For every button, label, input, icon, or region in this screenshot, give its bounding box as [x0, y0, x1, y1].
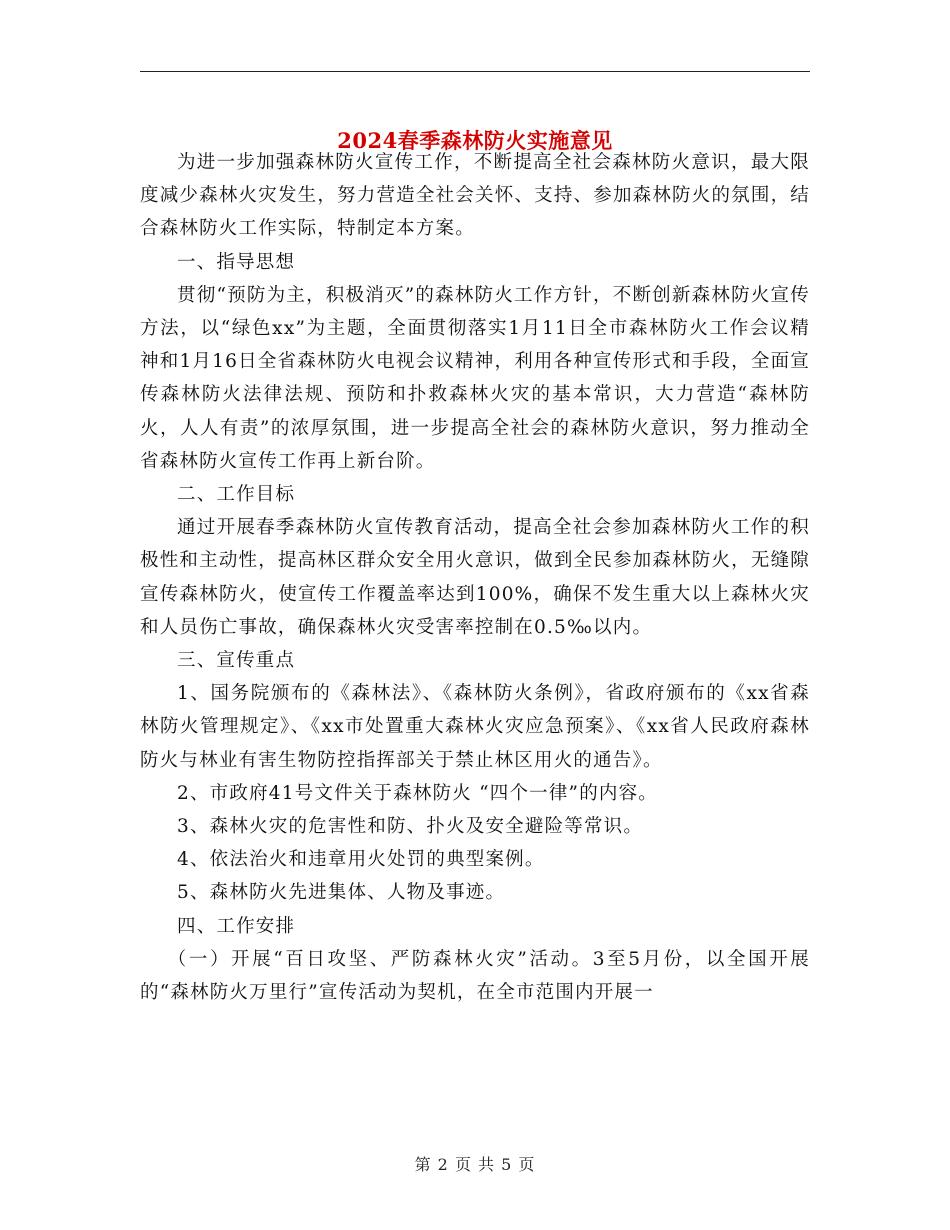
section-heading-work-arrangement: 四、工作安排	[177, 915, 296, 937]
section-heading-publicity-focus: 三、宣传重点	[177, 650, 296, 672]
header-rule	[140, 71, 810, 72]
page-number-footer: 第 2 页 共 5 页	[414, 1155, 536, 1174]
document-title: 2024春季森林防火实施意见	[337, 128, 613, 154]
list-item-focus-2: 2、市政府41号文件关于森林防火 “四个一律”的内容。	[177, 782, 659, 804]
paragraph-intro: 为进一步加强森林防火宣传工作，不断提高全社会森林防火意识，最大限度减少森林火灾发生，努力营造全社会关怀、支持、参加森林防火的氛围，结合森林防火工作实际，特制定本方案。	[140, 152, 810, 240]
list-item-focus-5: 5、森林防火先进集体、人物及事迹。	[177, 882, 506, 904]
section-heading-work-goals: 二、工作目标	[177, 484, 296, 506]
paragraph-guiding-thought: 贯彻“预防为主，积极消灭”的森林防火工作方针，不断创新森林防火宣传方法，以“绿色xx”为主题，全面贯彻落实1月11日全市森林防火工作会议精神和1月16日全省森林防火电视会议精神，利用各种宣传形式和手段，全面宣传森林防火法律法规、预防和扑救森林火灾的基本常识，大力营造“森林防火，人人有责”的浓厚氛围，进一步提高全社会的森林防火意识，努力推动全省森林防火宣传工作再上新台阶。	[140, 284, 810, 472]
list-item-focus-1: 1、国务院颁布的《森林法》、《森林防火条例》，省政府颁布的《xx省森林防火管理规定》、《xx市处置重大森林火灾应急预案》、《xx省人民政府森林防火与林业有害生物防控指挥部关于禁止林区用火的通告》。	[140, 683, 810, 771]
list-item-focus-3: 3、森林火灾的危害性和防、扑火及安全避险等常识。	[177, 816, 644, 838]
document-body	[140, 146, 810, 1009]
paragraph-work-goals: 通过开展春季森林防火宣传教育活动，提高全社会参加森林防火工作的积极性和主动性，提高林区群众安全用火意识，做到全民参加森林防火，无缝隙宣传森林防火，使宣传工作覆盖率达到100%，确保不发生重大以上森林火灾和人员伤亡事故，确保森林火灾受害率控制在0.5‰以内。	[140, 517, 810, 638]
list-item-focus-4: 4、依法治火和违章用火处罚的典型案例。	[177, 849, 545, 871]
paragraph-arrangement-1: （一）开展“百日攻坚、严防森林火灾”活动。3至5月份，以全国开展的“森林防火万里行”宣传活动为契机，在全市范围内开展一	[140, 948, 810, 1004]
section-heading-guiding-thought: 一、指导思想	[177, 251, 296, 273]
